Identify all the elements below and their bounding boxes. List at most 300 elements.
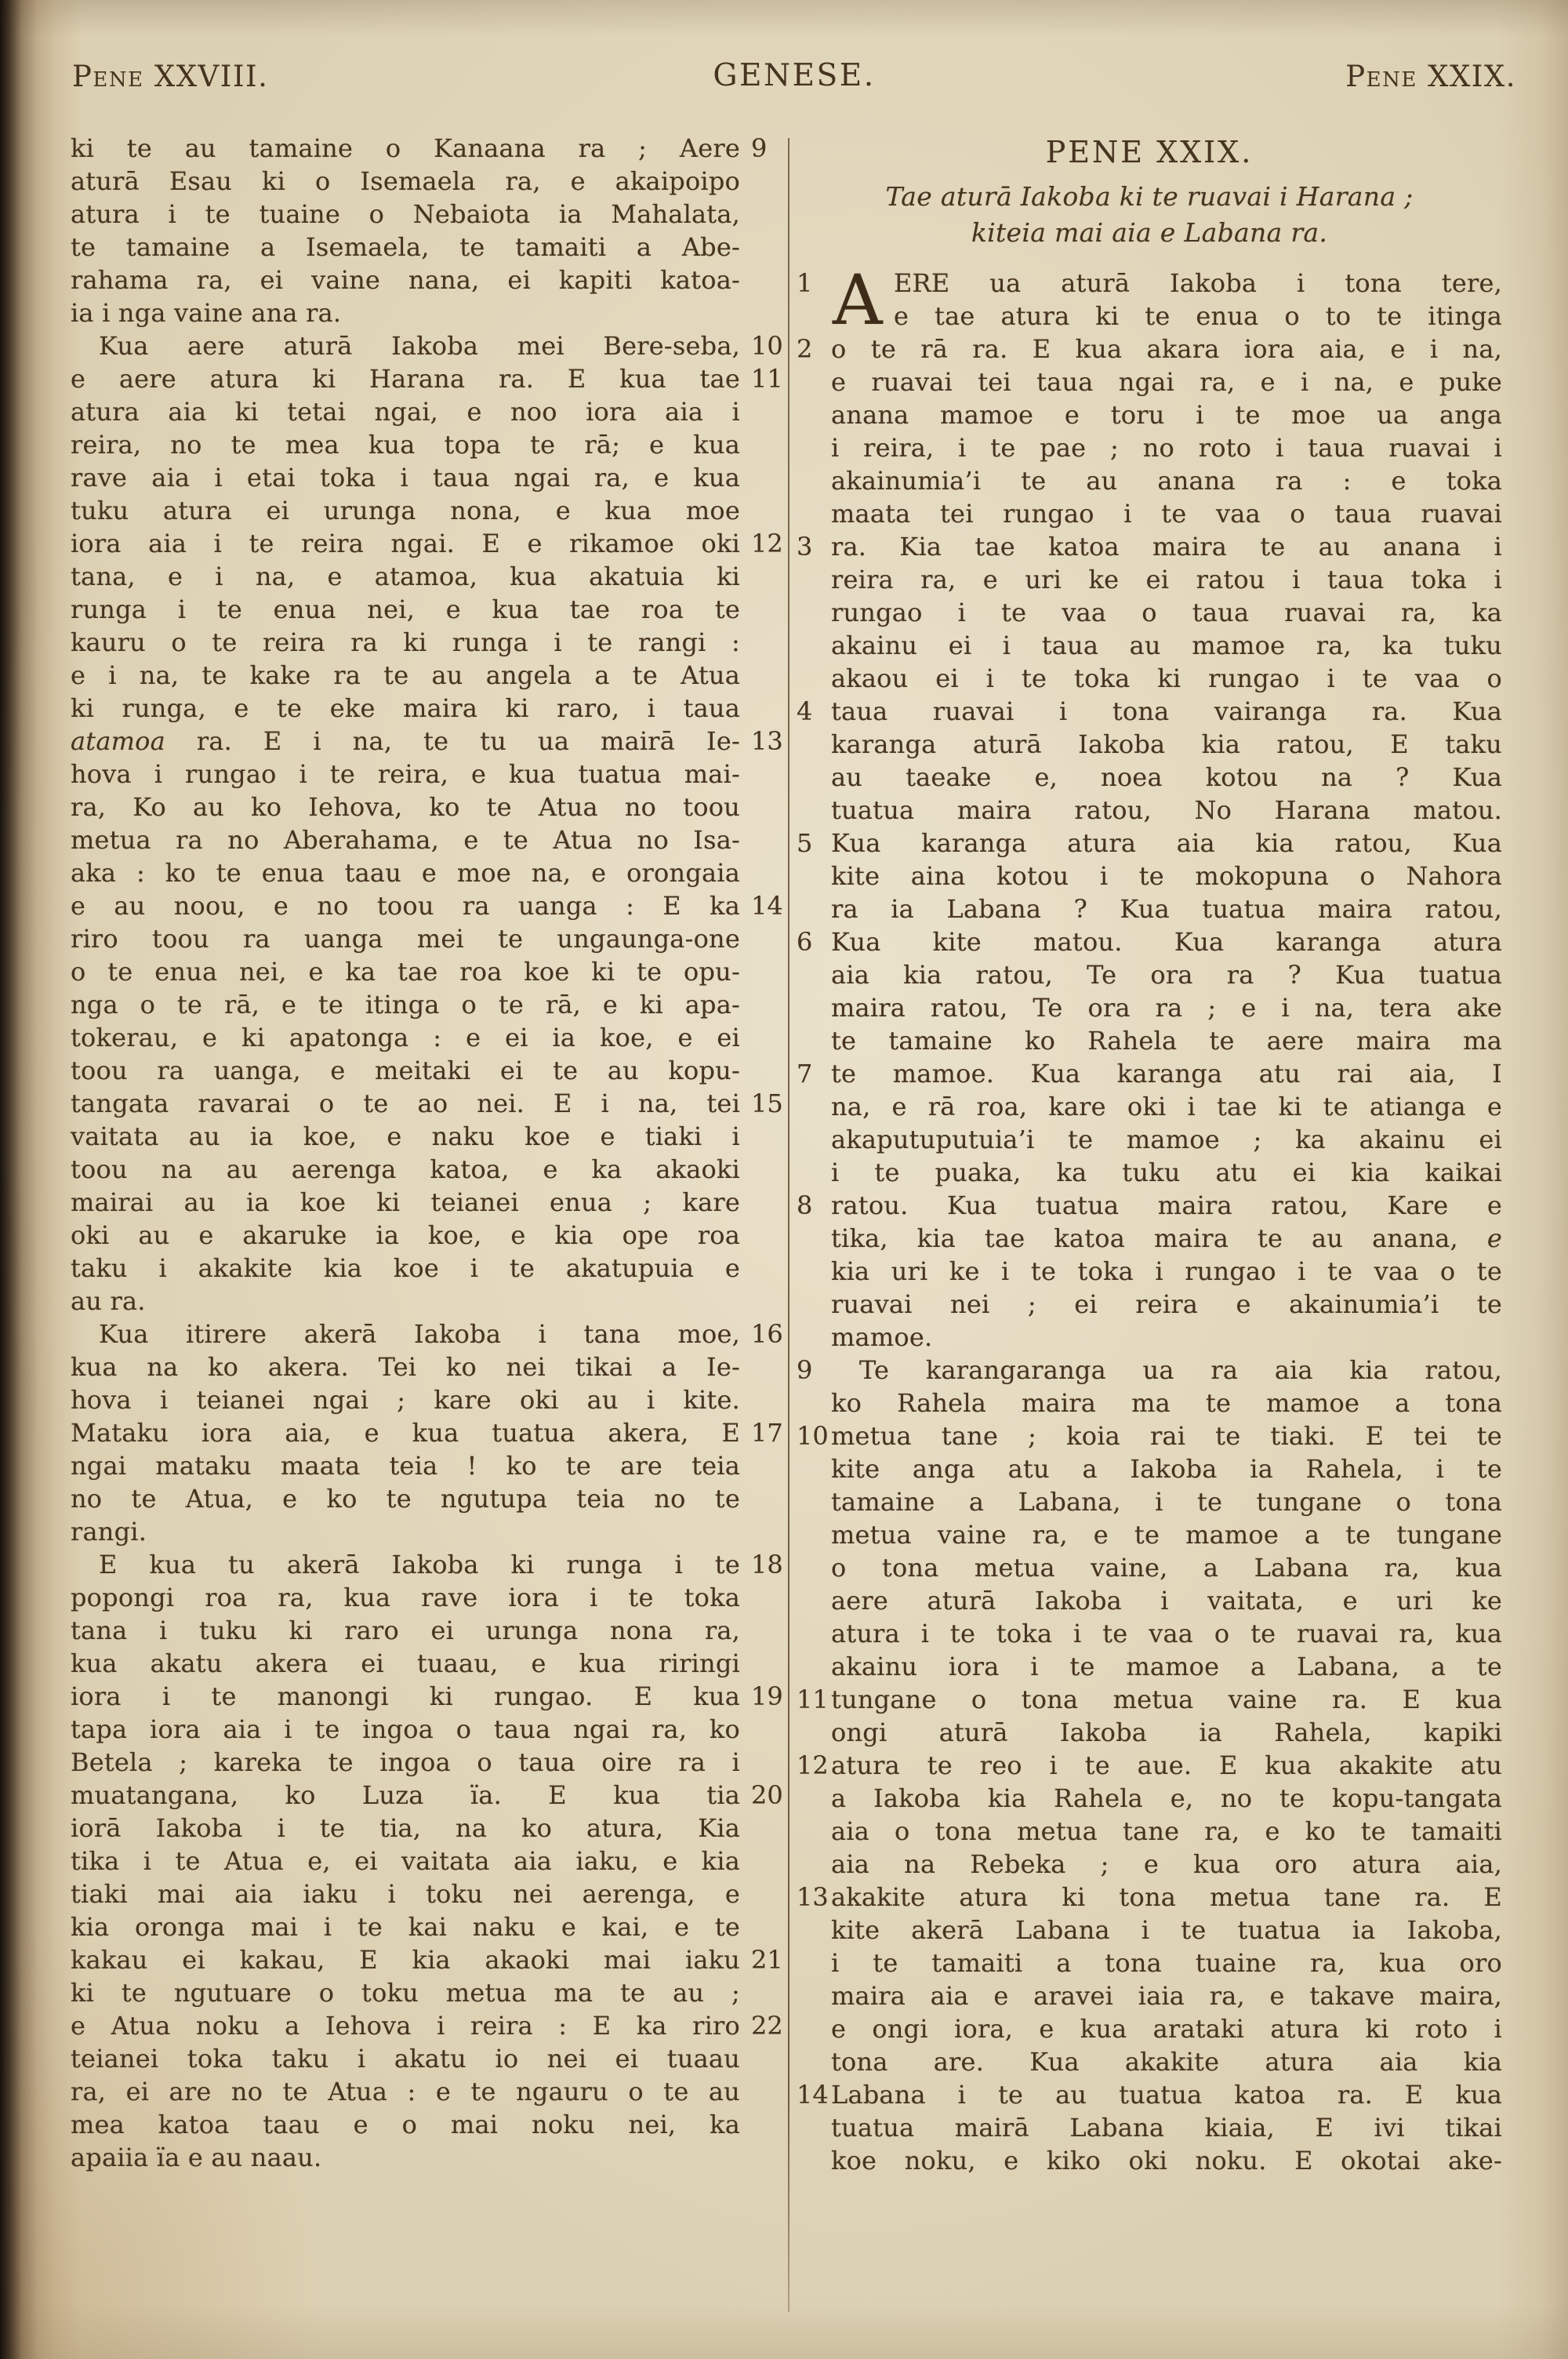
verse-number [740, 791, 779, 823]
verse-text: Betela ; kareka te ingoa o taua oire ra i [71, 1747, 740, 1777]
verse-number [797, 1914, 831, 1946]
verse-text: kia uri ke i te toka i rungao i te vaa o te [831, 1256, 1502, 1286]
verse-line [71, 626, 779, 659]
verse-number [740, 1647, 779, 1680]
verse-line [71, 1581, 779, 1614]
verse-line [797, 1946, 1502, 1979]
verse-text: ra. Kia tae katoa maira te au anana i [831, 532, 1502, 562]
verse-text: i te tamaiti a tona tuaine ra, kua oro [831, 1948, 1502, 1978]
verse-number [740, 1021, 779, 1054]
verse-number [797, 1452, 831, 1485]
verse-text: na, e rā roa, kare oki i tae ki te atianga e [831, 1092, 1502, 1121]
verse-number [797, 2045, 831, 2078]
verse-text: Labana i te au tuatua katoa ra. E kua [831, 2080, 1502, 2110]
chapter-summary-line: kiteia mai aia e Labana ra. [971, 217, 1328, 248]
verse-text: ngai mataku maata teia ! ko te are teia [71, 1451, 740, 1481]
verse-line [797, 1288, 1502, 1321]
verse-line [797, 530, 1502, 563]
chapter-title: PENE XXIX. [1045, 135, 1254, 169]
verse-line [71, 494, 779, 527]
verse-number [740, 988, 779, 1021]
verse-text: ra ia Labana ? Kua tuatua maira ratou, [831, 894, 1502, 924]
verse-line [797, 596, 1502, 629]
verse-number [797, 398, 831, 431]
verse-text: atura i te toka i te vaa o te ruavai ra, kua [831, 1619, 1502, 1648]
verse-number [740, 1252, 779, 1285]
verse-text: ki te au tamaine o Kanaana ra ; Aere [71, 133, 740, 163]
verse-text: ra, ei are no te Atua : e te ngauru o te au [71, 2077, 740, 2106]
verse-line [797, 464, 1502, 497]
verse-line [797, 1123, 1502, 1156]
verse-number [797, 860, 831, 892]
verse-text: rave aia i etai toka i taua ngai ra, e kua [71, 463, 740, 493]
verse-number [797, 431, 831, 464]
verse-text: akainu ei i taua au mamoe ra, ka tuku [831, 631, 1502, 660]
verse-text: kite akerā Labana i te tuatua ia Iakoba, [831, 1915, 1502, 1945]
verse-number: 5 [797, 828, 813, 858]
running-header [72, 60, 1516, 100]
verse-line [71, 2108, 779, 2141]
verse-text: muatangana, ko Luza ïa. E kua tia [71, 1780, 740, 1810]
verse-text: atura aia ki tetai ngai, e noo iora aia i [71, 397, 740, 427]
verse-line [71, 1746, 779, 1779]
verse-text: ruavai nei ; ei reira e akainumia’i te [831, 1289, 1502, 1319]
verse-line [71, 823, 779, 856]
verse-text: o te rā ra. E kua akara iora aia, e i na, [831, 334, 1502, 364]
verse-number [740, 1614, 779, 1647]
verse-line [797, 1584, 1502, 1617]
verse-text: iora i te manongi ki rungao. E kua [71, 1681, 740, 1711]
verse-number [740, 1845, 779, 1877]
verse-line [71, 1120, 779, 1153]
verse-text: apaiia ïa e au naau. [71, 2143, 322, 2172]
verse-number: 13 [751, 726, 783, 756]
verse-text: tika, kia tae katoa maira te au anana, e [831, 1223, 1502, 1253]
verse-text: anana mamoe e toru i te moe ua anga [831, 400, 1502, 430]
verse-number [797, 728, 831, 761]
verse-line [797, 925, 1502, 958]
verse-number [797, 1156, 831, 1189]
verse-text: kua akatu akera ei tuaau, e kua riringi [71, 1648, 740, 1678]
verse-number [740, 1746, 779, 1779]
verse-line [797, 365, 1502, 398]
verse-line [797, 1387, 1502, 1419]
verse-text: tuatua mairā Labana kiaia, E ivi tikai [831, 2113, 1502, 2143]
verse-text: maira ratou, Te ora ra ; e i na, tera ake [831, 993, 1502, 1023]
verse-line [797, 1848, 1502, 1881]
verse-number: 10 [751, 331, 783, 361]
verse-line [797, 991, 1502, 1024]
verse-line [797, 1024, 1502, 1057]
verse-line [797, 958, 1502, 991]
verse-line [71, 1943, 783, 1976]
verse-number [797, 464, 831, 497]
verse-text: taua ruavai i tona vairanga ra. Kua [831, 696, 1502, 726]
verse-text: i reira, i te pae ; no roto i taua ruavai i [831, 433, 1502, 463]
verse-text: aturā Esau ki o Isemaela ra, e akaipoipo [71, 166, 740, 196]
verse-number [797, 1288, 831, 1321]
verse-text: kia oronga mai i te kai naku e kai, e te [71, 1912, 740, 1942]
verse-number: 12 [751, 529, 783, 558]
verse-line [797, 1189, 1502, 1222]
verse-text: tana i tuku ki raro ei urunga nona ra, [71, 1616, 740, 1645]
verse-line [797, 1452, 1502, 1485]
verse-number [797, 1024, 831, 1057]
verse-line [797, 827, 1502, 860]
verse-number [797, 596, 831, 629]
verse-line [71, 1877, 779, 1910]
verse-text: ko Rahela maira ma te mamoe a tona [831, 1388, 1502, 1418]
verse-number [740, 955, 779, 988]
verse-number: 12 [797, 1750, 829, 1780]
verse-text: i te puaka, ka tuku atu ei kia kaikai [831, 1158, 1502, 1187]
verse-line [71, 560, 779, 593]
verse-number: 6 [797, 927, 813, 957]
verse-number: 8 [797, 1190, 813, 1220]
left-text-column [71, 132, 783, 2174]
verse-text: Kua karanga atura aia kia ratou, Kua [831, 828, 1502, 858]
verse-line [71, 527, 783, 560]
verse-text: Kua aere aturā Iakoba mei Bere-seba, [99, 331, 740, 361]
verse-number [797, 629, 831, 662]
verse-line [71, 362, 783, 395]
verse-line [71, 1219, 779, 1252]
verse-text: rahama ra, ei vaine nana, ei kapiti katoa- [71, 265, 740, 295]
verse-number [740, 2042, 779, 2075]
verse-text: aia kia ratou, Te ora ra ? Kua tuatua [831, 960, 1502, 990]
verse-text: runga i te enua nei, e kua tae roa te [71, 594, 740, 624]
verse-number: 11 [751, 364, 783, 394]
verse-number [740, 1581, 779, 1614]
verse-line [71, 198, 779, 231]
verse-text: ki runga, e te eke maira ki raro, i taua [71, 693, 740, 723]
verse-number: 3 [797, 532, 813, 562]
right-column-verses [797, 260, 1502, 2177]
verse-number [797, 1090, 831, 1123]
verse-text: e au noou, e no toou ra uanga : E ka [71, 891, 740, 921]
verse-text: aia o tona metua tane ra, e ko te tamaiti [831, 1816, 1502, 1846]
verse-text: e tae atura ki te enua o to te itinga [894, 301, 1502, 331]
verse-text: ra, Ko au ko Iehova, ko te Atua no toou [71, 792, 740, 822]
running-head-book-title: GENESE. [713, 58, 876, 93]
verse-number [797, 1551, 831, 1584]
verse-number: 14 [751, 891, 783, 921]
verse-line [71, 1976, 779, 2009]
verse-text: hova i teianei ngai ; kare oki au i kite. [71, 1385, 740, 1415]
verse-number: 18 [751, 1550, 783, 1579]
verse-text: tungane o tona metua vaine ra. E kua [831, 1685, 1502, 1714]
verse-line [797, 1321, 1502, 1354]
verse-number [740, 198, 779, 231]
verse-text: E kua tu akerā Iakoba ki runga i te [99, 1550, 740, 1579]
verse-line [797, 497, 1502, 530]
verse-text: a Iakoba kia Rahela e, no te kopu-tangata [831, 1783, 1502, 1813]
verse-line [797, 1617, 1502, 1650]
verse-number [797, 794, 831, 827]
verse-text: ratou. Kua tuatua maira ratou, Kare e [831, 1190, 1502, 1220]
verse-text: tokerau, e ki apatonga : e ei ia koe, e ei [71, 1023, 740, 1052]
verse-text: teianei toka taku i akatu io nei ei tuaau [71, 2044, 740, 2074]
verse-text: te tamaine ko Rahela te aere maira ma [831, 1026, 1502, 1056]
verse-number [740, 1713, 779, 1746]
verse-number [740, 1976, 779, 2009]
verse-text: mairai au ia koe ki teianei enua ; kare [71, 1187, 740, 1217]
verse-line [71, 461, 779, 494]
verse-line [797, 333, 1502, 365]
chapter-summary-line: Tae aturā Iakoba ki te ruavai i Harana ; [885, 181, 1414, 212]
verse-line [797, 300, 1502, 333]
verse-number [740, 428, 779, 461]
verse-number [797, 662, 831, 695]
verse-line [71, 1713, 779, 1746]
verse-text: mea katoa taau e o mai noku nei, ka [71, 2110, 740, 2139]
verse-text: tuatua maira ratou, No Harana matou. [831, 795, 1502, 825]
verse-number [797, 1518, 831, 1551]
verse-text: maira aia e aravei iaia ra, e takave maira, [831, 1981, 1502, 2011]
verse-number: 14 [797, 2080, 829, 2110]
verse-line [71, 329, 783, 362]
verse-number [740, 1515, 779, 1548]
verse-number [740, 461, 779, 494]
verse-number [740, 1877, 779, 1910]
verse-text: toou ra uanga, e meitaki ei te au kopu- [71, 1056, 740, 1085]
verse-number [740, 856, 779, 889]
verse-line [71, 1153, 779, 1186]
verse-text: kakau ei kakau, E kia akaoki mai iaku [71, 1945, 740, 1975]
verse-number [797, 563, 831, 596]
verse-text: kite anga atu a Iakoba ia Rahela, i te [831, 1454, 1502, 1484]
verse-number [740, 1285, 779, 1318]
verse-text: no te Atua, e ko te ngutupa teia no te [71, 1484, 740, 1514]
verse-number: 9 [797, 1355, 813, 1385]
verse-text: oki au e akaruke ia koe, e kia ope roa [71, 1220, 740, 1250]
verse-text: aere aturā Iakoba i vaitata, e uri ke [831, 1586, 1502, 1616]
verse-line [71, 758, 779, 791]
verse-text: ki te ngutuare o toku metua ma te au ; [71, 1978, 740, 2008]
verse-number [797, 300, 831, 333]
verse-line [797, 1716, 1502, 1749]
verse-number: 2 [797, 334, 813, 364]
verse-line [71, 593, 779, 626]
verse-text: ia i nga vaine ana ra. [71, 298, 342, 328]
verse-number [797, 1321, 831, 1354]
verse-text: popongi roa ra, kua rave iora i te toka [71, 1583, 740, 1612]
running-head-right-chapter: Pene XXIX. [1345, 60, 1516, 93]
verse-line [797, 1419, 1502, 1452]
verse-text: Kua itirere akerā Iakoba i tana moe, [99, 1319, 740, 1349]
verse-line [71, 1647, 779, 1680]
verse-text: metua tane ; koia rai te tiaki. E tei te [831, 1421, 1502, 1451]
verse-line [71, 988, 779, 1021]
verse-number: 19 [751, 1681, 783, 1711]
verse-line [71, 856, 779, 889]
verse-line [71, 1812, 779, 1845]
verse-line [71, 132, 779, 165]
verse-line [71, 1285, 779, 1318]
verse-line [71, 264, 779, 296]
verse-number: 11 [797, 1685, 829, 1714]
verse-text: tuku atura ei urunga nona, e kua moe [71, 496, 740, 525]
verse-line [71, 1318, 783, 1350]
verse-text: akaou ei i te toka ki rungao i te vaa o [831, 663, 1502, 693]
verse-line [797, 1782, 1502, 1815]
verse-number: 10 [797, 1421, 829, 1451]
verse-number [740, 1153, 779, 1186]
verse-line [797, 2045, 1502, 2078]
verse-line [797, 2144, 1502, 2177]
verse-line [71, 296, 779, 329]
verse-number [740, 231, 779, 264]
verse-text: tana, e i na, e atamoa, kua akatuia ki [71, 562, 740, 591]
verse-line [71, 1548, 783, 1581]
verse-number [797, 365, 831, 398]
verse-text: au taeake e, noea kotou na ? Kua [831, 762, 1502, 792]
verse-number [740, 1383, 779, 1416]
verse-text: aka : ko te enua taau e moe na, e orongaia [71, 858, 740, 888]
verse-line [71, 1350, 779, 1383]
verse-number [740, 1812, 779, 1845]
verse-text: atura te reo i te aue. E kua akakite atu [831, 1750, 1502, 1780]
verse-text: toou na au aerenga katoa, e ka akaoki [71, 1154, 740, 1184]
verse-number: 21 [751, 1945, 783, 1975]
verse-number [740, 2141, 779, 2174]
verse-line [797, 2012, 1502, 2045]
verse-number [797, 958, 831, 991]
verse-text: e ongi iora, e kua arataki atura ki roto i [831, 2014, 1502, 2044]
verse-number: 1 [797, 268, 813, 298]
verse-number [797, 1387, 831, 1419]
verse-number: 20 [751, 1780, 783, 1810]
verse-number [740, 922, 779, 955]
verse-text: vaitata au ia koe, e naku koe e tiaki i [71, 1121, 740, 1151]
verse-number [797, 1650, 831, 1683]
verse-number [797, 1716, 831, 1749]
verse-line [71, 2075, 779, 2108]
verse-number: 22 [751, 2011, 783, 2041]
verse-text: tiaki mai aia iaku i toku nei aerenga, e [71, 1879, 740, 1909]
verse-number [797, 1848, 831, 1881]
verse-line [797, 1255, 1502, 1288]
verse-text: metua vaine ra, e te mamoe a te tungane [831, 1520, 1502, 1550]
verse-number [797, 761, 831, 794]
verse-text: iora aia i te reira ngai. E e rikamoe oki [71, 529, 740, 558]
verse-number [797, 2012, 831, 2045]
verse-text: e i na, te kake ra te au angela a te Atua [71, 660, 740, 690]
verse-text: tangata ravarai o te ao nei. E i na, tei [71, 1089, 740, 1118]
verse-text: akainumia’i te au anana ra : e toka [831, 466, 1502, 496]
verse-line [71, 1515, 779, 1548]
verse-text: taku i akakite kia koe i te akatupuia e [71, 1253, 740, 1283]
verse-line [71, 955, 779, 988]
verse-line [71, 1680, 783, 1713]
verse-line [797, 563, 1502, 596]
verse-text: hova i rungao i te reira, e kua tuatua mai- [71, 759, 740, 789]
verse-text: te tamaine a Isemaela, te tamaiti a Abe- [71, 232, 740, 262]
verse-text: Mataku iora aia, e kua tuatua akera, E [71, 1418, 740, 1448]
verse-text: rungao i te vaa o taua ruavai ra, ka [831, 598, 1502, 627]
verse-number: 9 [751, 133, 768, 163]
verse-text: o te enua nei, e ka tae roa koe ki te opu- [71, 957, 740, 987]
verse-line [797, 794, 1502, 827]
verse-line [797, 1650, 1502, 1683]
verse-number [797, 1617, 831, 1650]
verse-text: koe noku, e kiko oki noku. E okotai ake- [831, 2146, 1502, 2175]
verse-line [71, 889, 783, 922]
verse-number: 4 [797, 696, 813, 726]
verse-number [797, 1222, 831, 1255]
verse-number [740, 593, 779, 626]
verse-text: tamaine a Labana, i te tungane o tona [831, 1487, 1502, 1517]
verse-number [740, 494, 779, 527]
verse-text: e ruavai tei taua ngai ra, e i na, e puke [831, 367, 1502, 397]
verse-text: mamoe. [831, 1322, 933, 1352]
verse-line [797, 1156, 1502, 1189]
verse-number [740, 1186, 779, 1219]
verse-number [797, 892, 831, 925]
verse-line [797, 1683, 1502, 1716]
verse-number [740, 1910, 779, 1943]
verse-line [797, 2111, 1502, 2144]
verse-text: iorā Iakoba i te tia, na ko atura, Kia [71, 1813, 740, 1843]
verse-text: reira ra, e uri ke ei ratou i taua toka i [831, 565, 1502, 594]
verse-line [71, 1252, 779, 1285]
verse-line [71, 1449, 779, 1482]
column-divider-rule [788, 138, 789, 2312]
verse-line [71, 692, 779, 725]
verse-line [797, 1518, 1502, 1551]
verse-line [797, 1354, 1502, 1387]
verse-line [71, 1910, 779, 1943]
verse-line [71, 791, 779, 823]
verse-number [740, 1482, 779, 1515]
verse-text: kite aina kotou i te mokopuna o Nahora [831, 861, 1502, 891]
verse-number [740, 1054, 779, 1087]
verse-text: metua ra no Aberahama, e te Atua no Isa- [71, 825, 740, 855]
verse-number [797, 1485, 831, 1518]
verse-number [797, 2144, 831, 2177]
verse-text: aia na Rebeka ; e kua oro atura aia, [831, 1849, 1502, 1879]
verse-line [797, 892, 1502, 925]
verse-number [740, 2108, 779, 2141]
verse-line [797, 2078, 1502, 2111]
verse-line [71, 1383, 779, 1416]
verse-line [71, 1087, 783, 1120]
verse-text: atura i te tuaine o Nebaiota ia Mahalata, [71, 199, 740, 229]
verse-line [797, 629, 1502, 662]
verse-line [71, 1779, 783, 1812]
verse-line [797, 728, 1502, 761]
verse-text: Kua kite matou. Kua karanga atura [831, 927, 1502, 957]
verse-text: riro toou ra uanga mei te ungaunga-one [71, 924, 740, 954]
verse-text: maata tei rungao i te vaa o taua ruavai [831, 499, 1502, 529]
verse-number [797, 497, 831, 530]
verse-text: karanga aturā Iakoba kia ratou, E taku [831, 729, 1502, 759]
verse-number [797, 1255, 831, 1288]
verse-number [740, 165, 779, 198]
verse-line [797, 1979, 1502, 2012]
verse-line [71, 231, 779, 264]
verse-text: o tona metua vaine, a Labana ra, kua [831, 1553, 1502, 1583]
verse-number [797, 1123, 831, 1156]
verse-line [797, 860, 1502, 892]
verse-line [71, 1482, 779, 1515]
verse-text: te mamoe. Kua karanga atu rai aia, I [831, 1059, 1502, 1089]
verse-number [740, 264, 779, 296]
verse-number [797, 1815, 831, 1848]
verse-line [797, 761, 1502, 794]
verse-text: akainu iora i te mamoe a Labana, a te [831, 1652, 1502, 1681]
verse-number [740, 823, 779, 856]
